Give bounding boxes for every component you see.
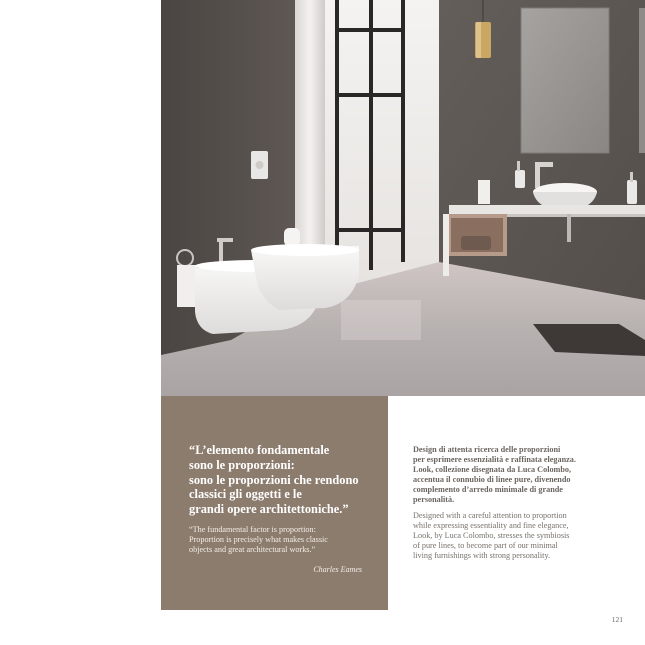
quote-author: Charles Eames	[313, 564, 362, 574]
description-italian: Design di attenta ricerca delle proporzioni per esprimere essenzialità e raffinata eleganza. Look, collezione disegnata da Luca Colombo, accentua il connubio di linee pure, divenendo complemento d’arredo minimale di grande personalità.	[413, 445, 576, 504]
description-english: Designed with a careful attention to proportion while expressing essentiality and fine elegance, Look, by Luca Colombo, stresses the symbiosis of pure lines, to become part of our minimal living furnishings with strong personality.	[413, 511, 570, 561]
bathroom-illustration	[161, 0, 645, 396]
description-block	[413, 445, 628, 561]
page-number: 121	[611, 615, 623, 624]
quote-english: “The fundamental factor is proportion: Proportion is precisely what makes classic objects and great architectural works.”	[189, 524, 328, 554]
quote-panel	[161, 396, 388, 610]
quote-italian: “L’elemento fondamentale sono le proporzioni: sono le proporzioni che rendono classici gli oggetti e le grandi opere architettoniche.”	[189, 443, 359, 517]
bathroom-photo	[161, 0, 645, 396]
